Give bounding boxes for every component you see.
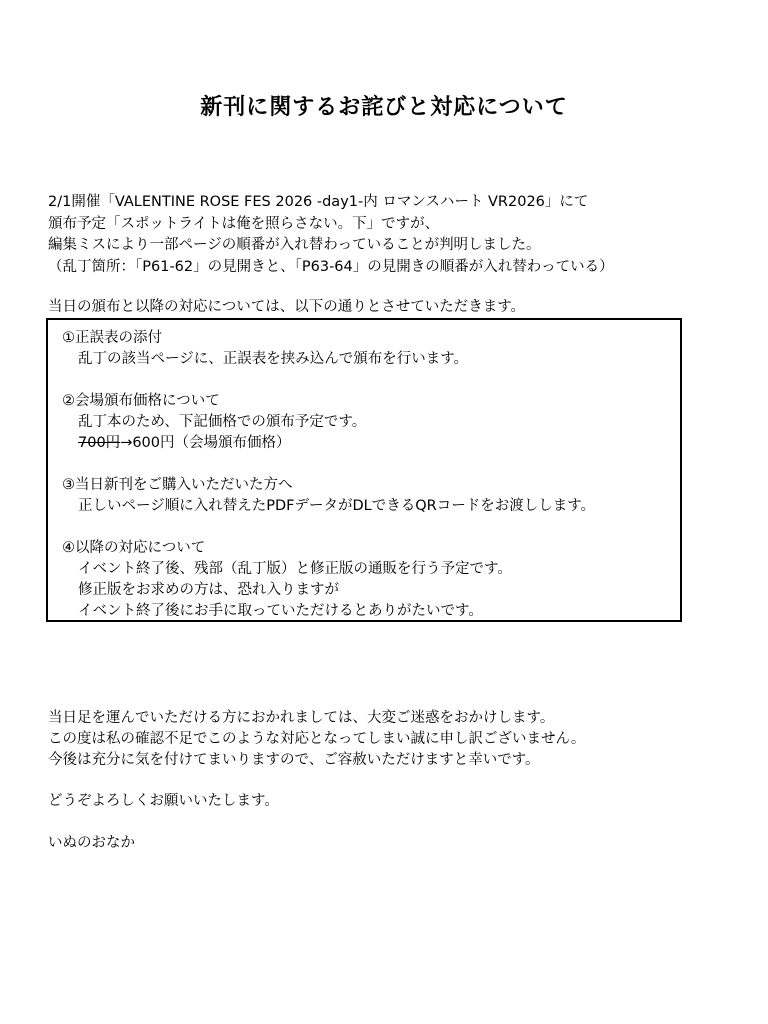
- page-title: 新刊に関するお詫びと対応について: [200, 95, 568, 120]
- response-lead: 当日の頒布と以降の対応については、以下の通りとさせていただきます。: [48, 299, 526, 315]
- section-text: 乱丁の該当ページに、正誤表を挟み込んで頒布を行います。: [78, 351, 469, 367]
- section-future: [62, 538, 680, 622]
- response-box: [46, 318, 682, 622]
- section-text: 乱丁本のため、下記価格での頒布予定です。: [78, 414, 367, 430]
- section-errata: [62, 328, 680, 370]
- new-price: →600円（会場頒布価格）: [120, 435, 291, 451]
- section-text: 正しいページ順に入れ替えたPDFデータがDLできるQRコードをお渡しします。: [78, 498, 596, 514]
- old-price: 700円: [78, 435, 121, 451]
- intro-line-pages: （乱丁箇所：「P61-62」の見開きと、「P63-64」の見開きの順番が入れ替わっている）: [48, 258, 614, 275]
- apology-line: 今後は充分に気を付けてまいりますので、ご容赦いただけますと幸いです。: [48, 752, 540, 768]
- apology-line: 当日足を運んでいただける方におかれましては、大変ご迷惑をおかけします。: [48, 710, 555, 726]
- apology-line: この度は私の確認不足でこのような対応となってしまい誠に申し訳ございません。: [48, 731, 586, 747]
- section-text: 修正版をお求めの方は、恐れ入りますが: [78, 582, 339, 598]
- intro-paragraph: [48, 192, 748, 278]
- author-signature: いぬのおなか: [48, 835, 135, 851]
- section-heading: ④以降の対応について: [62, 540, 206, 556]
- section-buyers: [62, 475, 680, 517]
- regards-text: どうぞよろしくお願いいたします。: [48, 793, 279, 809]
- section-heading: ③当日新刊をご購入いただいた方へ: [62, 477, 293, 493]
- section-text: イベント終了後にお手に取っていただけるとありがたいです。: [78, 603, 483, 619]
- intro-line-event: 2/1開催「VALENTINE ROSE FES 2026 -day1-内 ロマンスハート VR2026」にて: [48, 194, 589, 210]
- section-heading: ①正誤表の添付: [62, 330, 162, 346]
- section-price: [62, 391, 680, 454]
- apology-paragraph: [48, 708, 585, 771]
- price-line: [62, 433, 680, 454]
- intro-line-book: 頒布予定「スポットライトは俺を照らさない。下」ですが、: [48, 215, 440, 232]
- section-heading: ②会場頒布価格について: [62, 393, 220, 409]
- intro-line-error: 編集ミスにより一部ページの順番が入れ替わっていることが判明しました。: [48, 237, 541, 253]
- section-text: イベント終了後、残部（乱丁版）と修正版の通販を行う予定です。: [78, 561, 512, 577]
